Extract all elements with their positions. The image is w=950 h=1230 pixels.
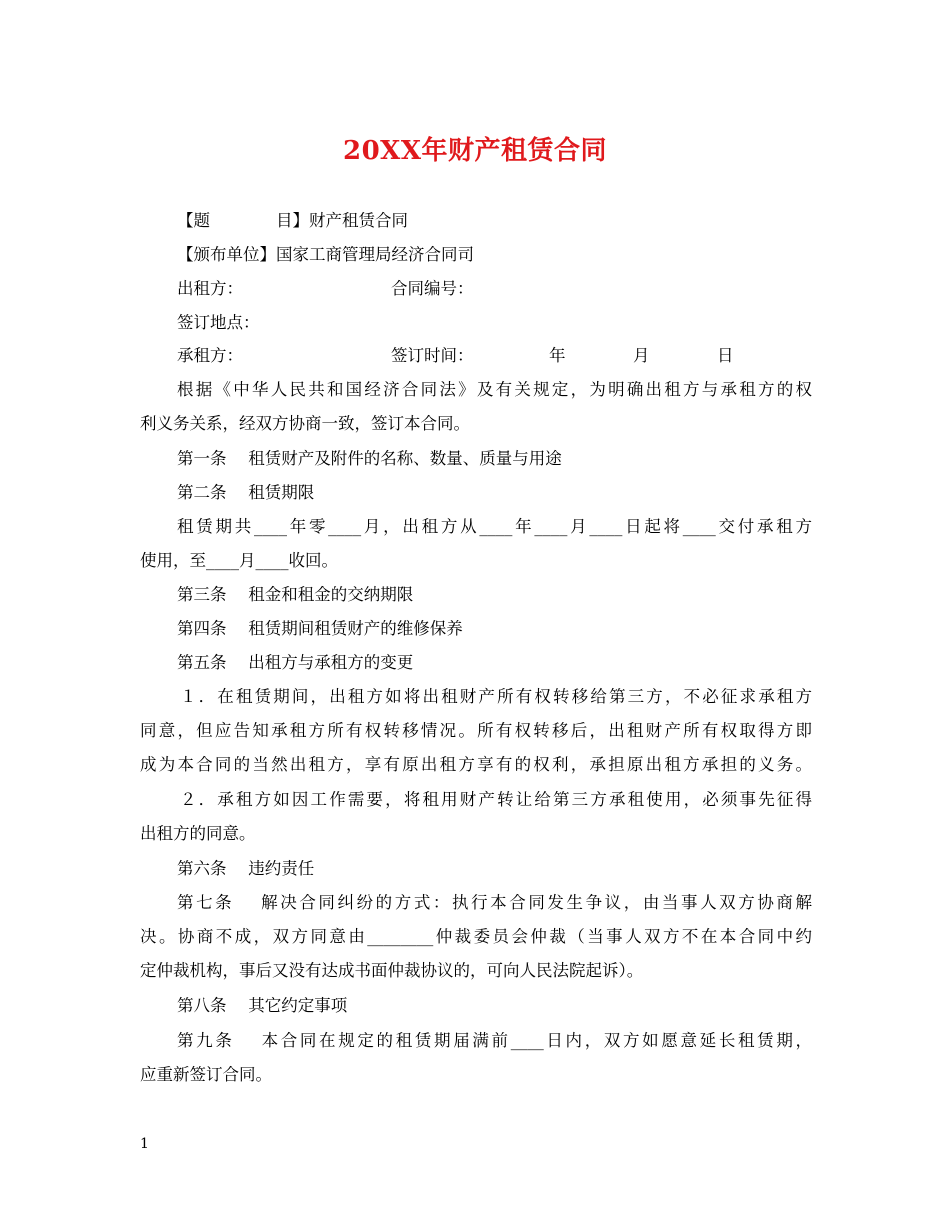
article-3: 第三条 租金和租金的交纳期限 (177, 585, 414, 604)
clause-2-line-1: ２．承租方如因工作需要，将租用财产转让给第三方承租使用，必须事先征得 (180, 790, 812, 809)
article-9-line-1: 第九条 本合同在规定的租赁期届满前____日内，双方如愿意延长租赁期， (177, 1031, 812, 1050)
month-label: 月 (633, 346, 650, 365)
article-4: 第四条 租赁期间租赁财产的维修保养 (177, 619, 463, 638)
subject-label: 【题 目】 (177, 211, 309, 230)
article-7-line-1: 第七条 解决合同纠纷的方式：执行本合同发生争议，由当事人双方协商解 (177, 893, 812, 912)
subject-value: 财产租赁合同 (309, 211, 408, 230)
article-2: 第二条 租赁期限 (177, 483, 315, 502)
article-5: 第五条 出租方与承租方的变更 (177, 653, 414, 672)
sign-place-label: 签订地点： (177, 313, 260, 332)
article-7-line-2: 决。协商不成，双方同意由________仲裁委员会仲裁（当事人双方不在本合同中约 (140, 927, 812, 946)
sign-place-line (177, 312, 812, 334)
lessor-line (177, 278, 812, 300)
issuer-line (177, 244, 812, 266)
sign-time-label: 签订时间： (391, 346, 474, 365)
year-label: 年 (549, 346, 566, 365)
preamble-line-2: 利义务关系，经双方协商一致，签订本合同。 (140, 414, 470, 433)
article-6: 第六条 违约责任 (177, 859, 315, 878)
article-8: 第八条 其它约定事项 (177, 996, 348, 1015)
lessee-label: 承租方： (177, 346, 243, 365)
clause-2-line-2: 出租方的同意。 (140, 824, 256, 843)
term-line-2: 使用，至____月____收回。 (140, 551, 338, 570)
issuer-value: 国家工商管理局经济合同司 (276, 245, 474, 264)
clause-1-line-2: 同意，但应告知承租方所有权转移情况。所有权转移后，出租财产所有权取得方即 (140, 721, 812, 740)
clause-1-line-3: 成为本合同的当然出租方，享有原出租方享有的权利，承担原出租方承担的义务。 (140, 755, 812, 774)
subject-line (177, 210, 812, 232)
day-label: 日 (717, 346, 734, 365)
article-1: 第一条 租赁财产及附件的名称、数量、质量与用途 (177, 449, 562, 468)
page-number: 1 (140, 1136, 149, 1152)
issuer-label: 【颁布单位】 (177, 245, 276, 264)
clause-1-line-1: １．在租赁期间，出租方如将出租财产所有权转移给第三方，不必征求承租方 (180, 687, 812, 706)
lessee-line (177, 345, 812, 367)
article-7-line-3: 定仲裁机构，事后又没有达成书面仲裁协议的，可向人民法院起诉）。 (140, 961, 644, 980)
term-line-1: 租赁期共____年零____月，出租方从____年____月____日起将____交付承租方 (177, 517, 812, 536)
document-title: 20XX年财产租赁合同 (342, 136, 608, 166)
article-9-line-2: 应重新签订合同。 (140, 1065, 272, 1084)
contract-no-label: 合同编号： (391, 279, 474, 298)
lessor-label: 出租方： (177, 279, 243, 298)
preamble-line-1: 根据《中华人民共和国经济合同法》及有关规定，为明确出租方与承租方的权 (177, 380, 812, 399)
